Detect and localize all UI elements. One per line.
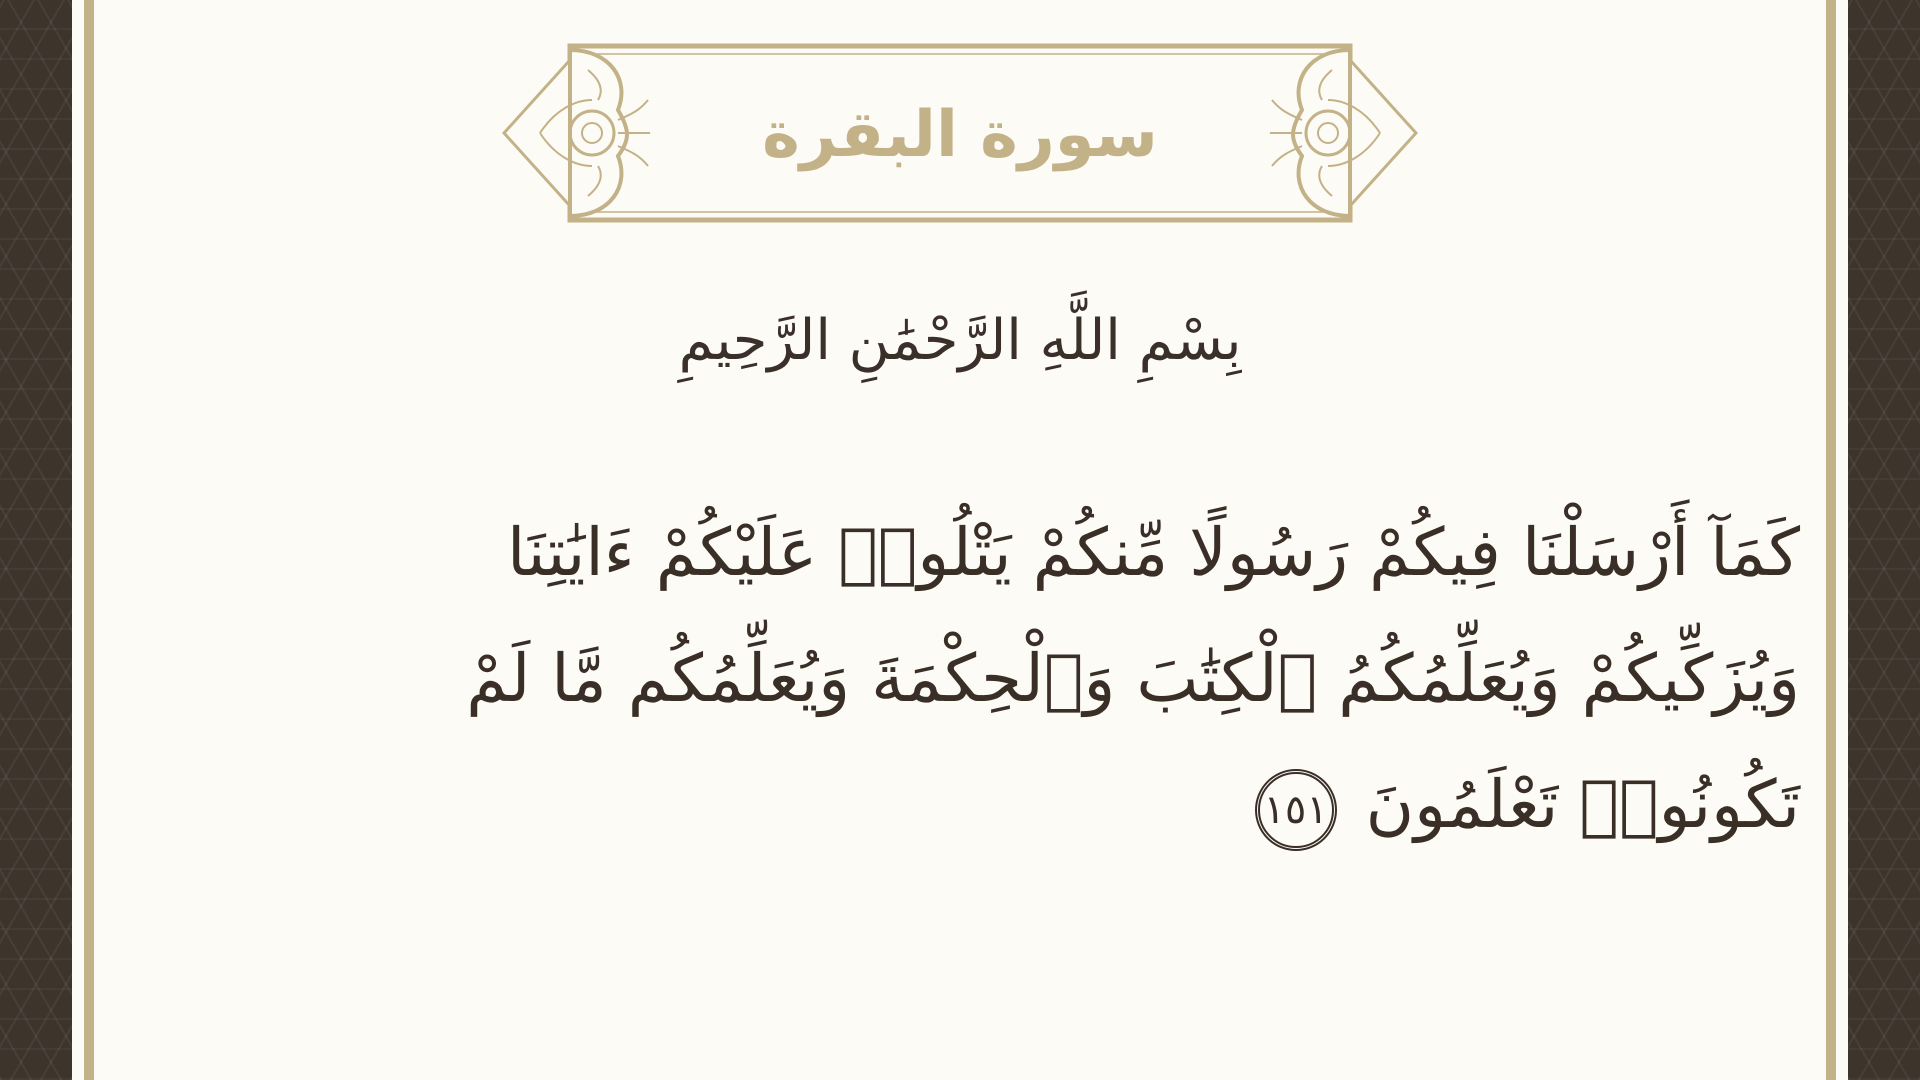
basmala-calligraphy: بِسْمِ اللَّهِ الرَّحْمَٰنِ الرَّحِيمِ <box>678 307 1242 373</box>
verse-body: كَمَآ أَرْسَلْنَا فِيكُمْ رَسُولًا مِّنكُمْ يَتْلُوا۟ عَلَيْكُمْ ءَايَٰتِنَا وَيُزَكِّيكُمْ وَيُعَلِّمُكُمُ ٱلْكِتَٰبَ وَٱلْحِكْمَةَ وَيُعَلِّمُكُم مَّا لَمْ تَكُونُوا۟ تَعْلَمُونَ <box>466 514 1800 843</box>
surah-title-frame <box>500 40 1420 230</box>
right-ornamental-border <box>1848 0 1920 1080</box>
left-gold-rule <box>84 0 94 1080</box>
verse-text <box>300 490 1800 868</box>
surah-title: سورة البقرة <box>762 98 1158 172</box>
left-ornamental-border <box>0 0 72 1080</box>
ayah-number-marker: ١٥١ <box>1255 769 1337 851</box>
right-gold-rule <box>1826 0 1836 1080</box>
